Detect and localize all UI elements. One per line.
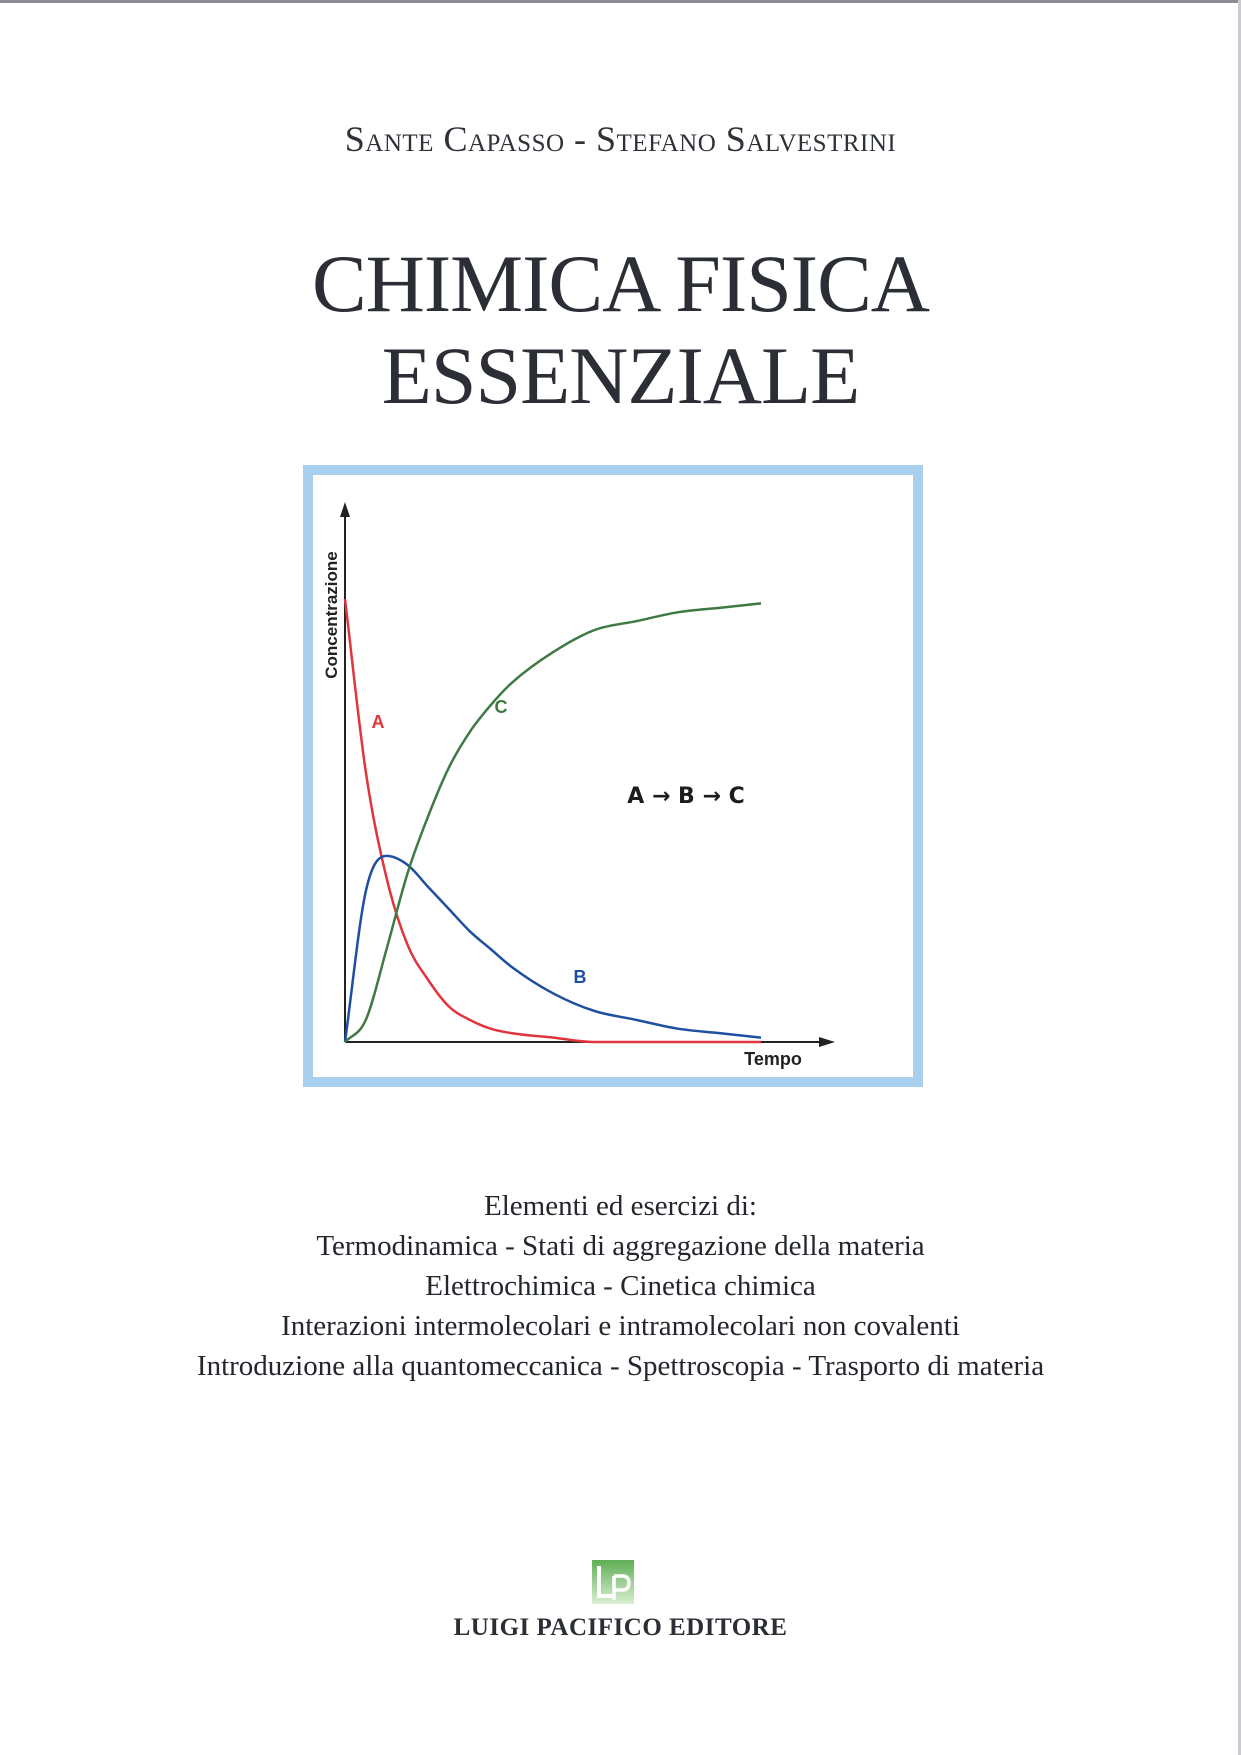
series-a-line	[345, 599, 761, 1042]
y-axis-label: Concentrazione	[322, 551, 341, 679]
lp-monogram-icon	[592, 1560, 634, 1604]
series-c-label: C	[494, 697, 508, 717]
y-axis-arrow-icon	[340, 502, 350, 517]
book-authors: Sante Capasso - Stefano Salvestrini	[344, 119, 897, 159]
subjects-list	[0, 1186, 1241, 1386]
scan-top-edge	[0, 0, 1241, 3]
subject-line: Elettrochimica - Cinetica chimica	[425, 1270, 816, 1302]
subject-line: Introduzione alla quantomeccanica - Spettroscopia - Trasporto di materia	[196, 1350, 1045, 1382]
subjects-intro: Elementi ed esercizi di:	[484, 1190, 757, 1222]
subject-line: Interazioni intermolecolari e intramolecolari non covalenti	[281, 1310, 960, 1342]
book-title-line-2: ESSENZIALE	[381, 330, 860, 421]
cover-figure-frame	[303, 465, 923, 1087]
x-axis-arrow-icon	[819, 1037, 835, 1047]
publisher-name: LUIGI PACIFICO EDITORE	[453, 1614, 788, 1641]
series-a-label: A	[371, 712, 385, 732]
subject-line: Termodinamica - Stati di aggregazione della materia	[316, 1230, 925, 1262]
book-title-line-1: CHIMICA FISICA	[311, 238, 930, 329]
series-c-line	[345, 603, 761, 1042]
reaction-annotation: A → B → C	[627, 784, 745, 809]
series-b-label: B	[573, 967, 587, 987]
x-axis-label: Tempo	[744, 1049, 802, 1069]
book-title	[0, 238, 1241, 422]
series-b-line	[345, 856, 761, 1042]
kinetics-chart	[303, 465, 923, 1087]
